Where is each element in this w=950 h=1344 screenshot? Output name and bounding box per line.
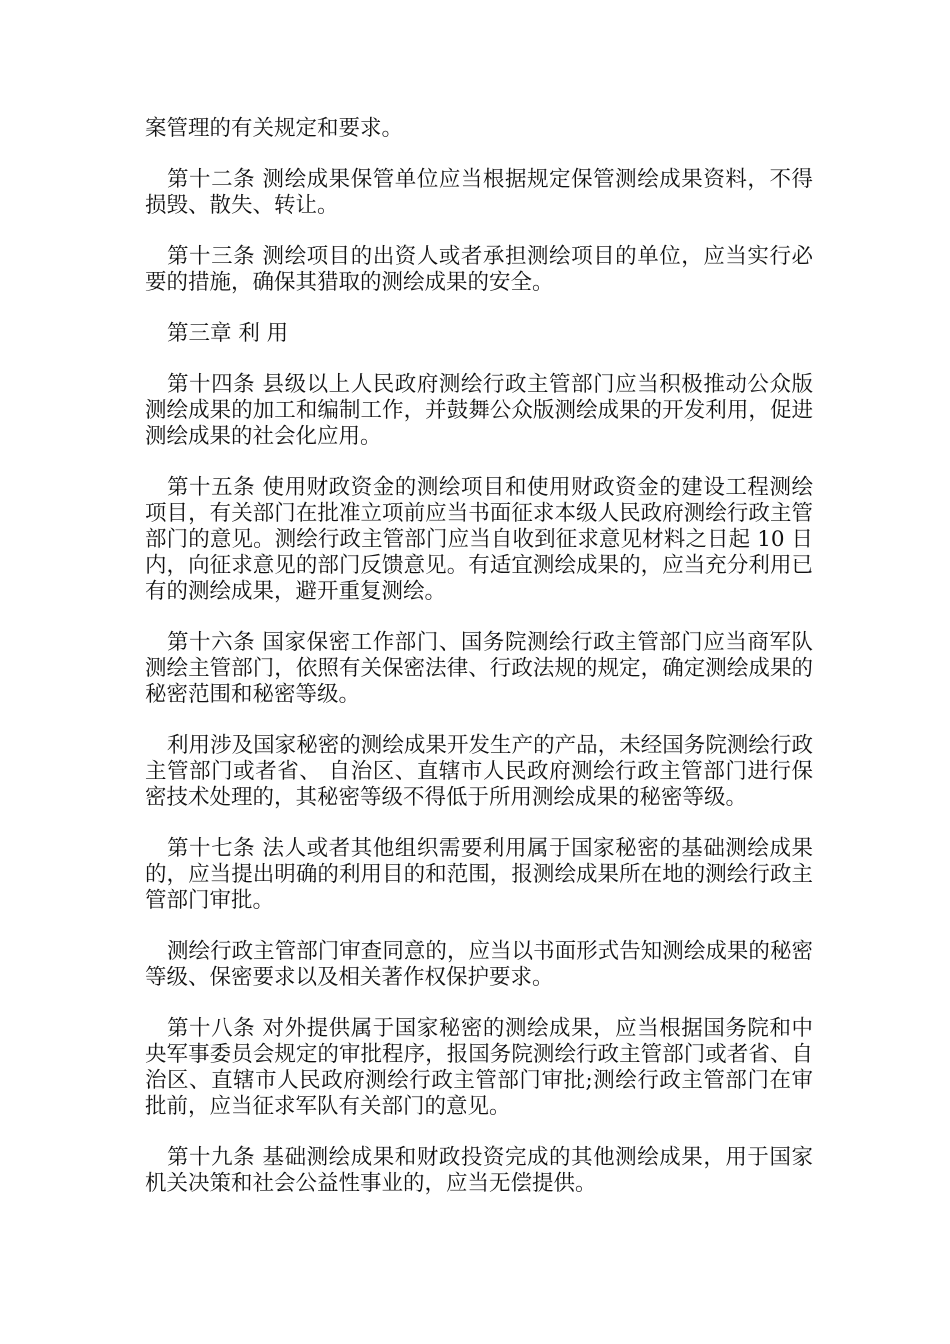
article-12: 第十二条 测绘成果保管单位应当根据规定保管测绘成果资料，不得损毁、散失、转让。 bbox=[145, 167, 813, 218]
article-15: 第十五条 使用财政资金的测绘项目和使用财政资金的建设工程测绘项目，有关部门在批准立项前应当书面征求本级人民政府测绘行政主管部门的意见。测绘行政主管部门应当自收到征求意见材料之日起 10 日内，向征求意见的部门反馈意见。有适宜测绘成果的，应当充分利用已有的测绘成果，避开重复测绘。 bbox=[145, 475, 813, 604]
article-17: 第十七条 法人或者其他组织需要利用属于国家秘密的基础测绘成果的，应当提出明确的利用目的和范围，报测绘成果所在地的测绘行政主管部门审批。 bbox=[145, 836, 813, 913]
article-14: 第十四条 县级以上人民政府测绘行政主管部门应当积极推动公众版测绘成果的加工和编制工作，并鼓舞公众版测绘成果的开发利用，促进测绘成果的社会化应用。 bbox=[145, 372, 813, 449]
chapter-heading: 第三章 利 用 bbox=[167, 321, 289, 346]
article-18: 第十八条 对外提供属于国家秘密的测绘成果，应当根据国务院和中央军事委员会规定的审批程序，报国务院测绘行政主管部门或者省、自治区、直辖市人民政府测绘行政主管部门审批;测绘行政主管部门在审批前，应当征求军队有关部门的意见。 bbox=[145, 1016, 813, 1119]
article-17-paragraph-2: 测绘行政主管部门审查同意的，应当以书面形式告知测绘成果的秘密等级、保密要求以及相关著作权保护要求。 bbox=[145, 939, 813, 990]
article-19: 第十九条 基础测绘成果和财政投资完成的其他测绘成果，用于国家机关决策和社会公益性事业的，应当无偿提供。 bbox=[145, 1145, 813, 1196]
article-16-paragraph-2: 利用涉及国家秘密的测绘成果开发生产的产品，未经国务院测绘行政主管部门或者省、 自治区、直辖市人民政府测绘行政主管部门进行保密技术处理的，其秘密等级不得低于所用测绘成果的秘密等级。 bbox=[145, 733, 813, 810]
article-16: 第十六条 国家保密工作部门、国务院测绘行政主管部门应当商军队测绘主管部门，依照有关保密法律、行政法规的规定，确定测绘成果的秘密范围和秘密等级。 bbox=[145, 630, 813, 707]
paragraph-continuation: 案管理的有关规定和要求。 bbox=[145, 116, 404, 141]
document-page bbox=[145, 116, 813, 1222]
article-13: 第十三条 测绘项目的出资人或者承担测绘项目的单位，应当实行必要的措施，确保其猎取的测绘成果的安全。 bbox=[145, 244, 813, 295]
